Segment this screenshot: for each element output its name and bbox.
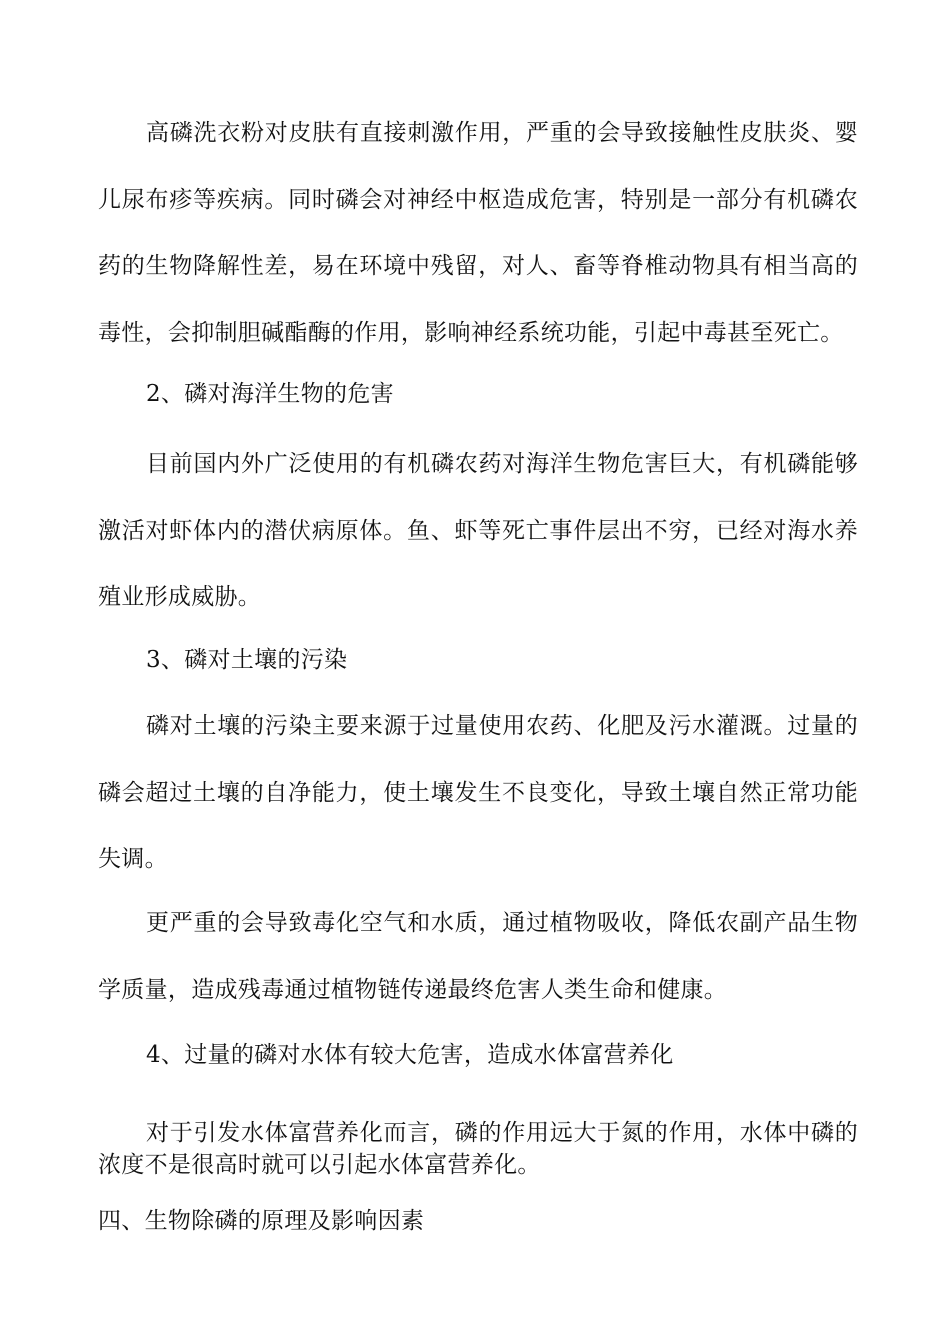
paragraph-food-chain-harm: 更严重的会导致毒化空气和水质，通过植物吸收，降低农副产品生物学质量，造成残毒通过植物链传递最终危害人类生命和健康。 bbox=[98, 910, 858, 1003]
heading-marine-organisms: 2、磷对海洋生物的危害 bbox=[146, 381, 394, 407]
heading-eutrophication: 4、过量的磷对水体有较大危害，造成水体富营养化 bbox=[146, 1042, 674, 1068]
section-heading-biological-phosphorus-removal: 四、生物除磷的原理及影响因素 bbox=[98, 1208, 425, 1234]
paragraph-eutrophication: 对于引发水体富营养化而言，磷的作用远大于氮的作用，水体中磷的浓度不是很高时就可以引起水体富营养化。 bbox=[98, 1120, 858, 1178]
paragraph-soil-pollution: 磷对土壤的污染主要来源于过量使用农药、化肥及污水灌溉。过量的磷会超过土壤的自净能力，使土壤发生不良变化，导致土壤自然正常功能失调。 bbox=[98, 713, 858, 872]
heading-soil-pollution: 3、磷对土壤的污染 bbox=[146, 647, 348, 673]
paragraph-marine-organisms: 目前国内外广泛使用的有机磷农药对海洋生物危害巨大，有机磷能够激活对虾体内的潜伏病原体。鱼、虾等死亡事件层出不穷，已经对海水养殖业形成威胁。 bbox=[98, 451, 858, 610]
paragraph-phosphorus-health-effects: 高磷洗衣粉对皮肤有直接刺激作用，严重的会导致接触性皮肤炎、婴儿尿布疹等疾病。同时磷会对神经中枢造成危害，特别是一部分有机磷农药的生物降解性差，易在环境中残留，对人、畜等脊椎动物具有相当高的毒性，会抑制胆碱酯酶的作用，影响神经系统功能，引起中毒甚至死亡。 bbox=[98, 120, 858, 346]
